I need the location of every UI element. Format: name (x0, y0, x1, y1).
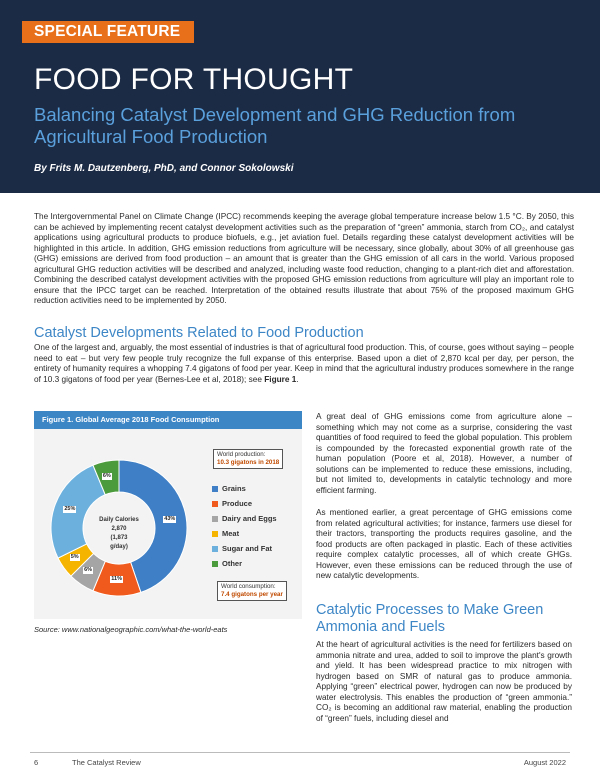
pie-label-dairy-eggs: 6% (84, 567, 93, 574)
column2-paragraph-2: As mentioned earlier, a great percentage of GHG emissions come from related agricultural activities; for instance, farmers use diesel for their tractors, transporting the products requires gasoline, and the food products are often packaged in plastic. Each of these activities require complex catalytic processes, all of which create GHGs. However, even these emissions can be reduced through the use of new catalytic developments. (316, 508, 572, 580)
figure-reference-link[interactable]: Figure 1 (264, 374, 297, 384)
section-heading-catalyst: Catalyst Developments Related to Food Production (34, 325, 364, 341)
pie-label-grains: 43% (164, 515, 176, 522)
legend-swatch (212, 531, 218, 537)
legend-swatch (212, 486, 218, 492)
page-number: 6 (34, 758, 39, 767)
page-title: FOOD FOR THOUGHT (34, 63, 354, 96)
header-banner (0, 0, 600, 193)
callout-world-consumption (217, 581, 287, 601)
center-line-2: 2,870 (111, 526, 127, 532)
intro-paragraph (34, 343, 574, 385)
legend-item-meat (212, 529, 239, 538)
legend-label: Dairy and Eggs (222, 514, 277, 523)
legend-label: Grains (222, 484, 246, 493)
figure-source: Source: www.nationalgeographic.com/what-the-world-eats (34, 625, 228, 634)
section-heading-green-ammonia: Catalytic Processes to Make Green Ammonia and Fuels (316, 602, 544, 635)
section-tag: SPECIAL FEATURE (22, 21, 194, 43)
legend-label: Meat (222, 529, 240, 538)
issue-date: August 2022 (523, 758, 566, 767)
intro-text: One of the largest and, arguably, the most essential of industries is that of agricultural food production. This, of course, goes without saying – people need to eat – but very few people truly recognize the full expanse of this enterprise. Based upon a diet of 2,870 kcal per day, per person, the entirety of humanity requires a whopping 7.4 gigatons of food per year. Keep in mind that the agricultural industry produces somewhere in the range of 10.3 gigatons of food per year (Bernes-Lee et al, 2018); see (34, 343, 574, 384)
legend-swatch (212, 546, 218, 552)
legend-label: Produce (222, 499, 253, 508)
figure-title: Figure 1. Global Average 2018 Food Consumption (34, 411, 302, 429)
callout-value: 7.4 gigatons per year (221, 591, 283, 598)
column2-paragraph-1: A great deal of GHG emissions come from agriculture alone – something which may not come as a surprise, considering the vast quantities of food required to feed the global population. This problem is compounded by the forecasted exponential growth rate of the human population (Poore et al, 2018). However, a number of solutions can be implemented to reduce these emissions, including, but not limited to, developments in catalytic technology and more efficient farming. (316, 412, 572, 495)
byline: By Frits M. Dautzenberg, PhD, and Connor Sokolowski (34, 163, 294, 174)
callout-line: World consumption: (221, 583, 276, 590)
legend-item-grains (212, 484, 246, 493)
legend-item-sugar-fat (212, 544, 272, 553)
callout-world-production (213, 449, 283, 469)
legend-item-dairy (212, 514, 277, 523)
legend-swatch (212, 501, 218, 507)
legend-swatch (212, 516, 218, 522)
pie-label-meat: 5% (70, 554, 79, 561)
legend-item-produce (212, 499, 252, 508)
pie-label-produce: 11% (111, 575, 123, 582)
footer-divider (30, 752, 570, 753)
publication-name: The Catalyst Review (72, 758, 141, 767)
callout-line: World production: (217, 451, 266, 458)
pie-label-other: 6% (102, 472, 111, 479)
callout-value: 10.3 gigatons in 2018 (217, 459, 280, 466)
center-line-1: Daily Calories (99, 517, 139, 523)
center-line-4: g/day) (110, 544, 128, 550)
column2-paragraph-3: At the heart of agricultural activities is the need for fertilizers based on ammonia nitrate and urea, added to soil to improve the plant's growth and yield. It has been widespread practice to mix nitrogen with hydrogen based on SMR of natural gas to produce ammonia. Applying “green” electrical power, hydrogen can now be produced by water electrolysis. This enables the production of “green ammonia.” CO₂ is becoming an additional raw material, enabling the production of “green” fuels, including diesel and (316, 640, 572, 723)
pie-label-sugar-fat: 25% (64, 505, 76, 512)
center-line-3: (1,873 (110, 535, 128, 541)
abstract: The Intergovernmental Panel on Climate Change (IPCC) recommends keeping the average global temperature increase below 1.5 °C. By 2050, this can be achieved by implementing recent catalyst development activities such as the preparation of “green” ammonia, starch from CO₂, and catalyst applications using agricultural products to produce biofuels, e.g., jet aviation fuel. Details regarding these catalyst development activities will be highlighted in this article. In addition, GHG emission reductions from agriculture will be necessary, since globally, about 30% of all greenhouse gas (GHG) emissions are derived from food production – an amount that is greater than the GHG emission of all cars in the world. Various proposed agricultural GHG reduction activities will be described and analyzed, including waste food reduction, changing to a plant-rich diet and afforestation. Combining the described catalyst development activities with the proposed GHG emission reductions from agriculture will play an important role to ensure that the IPCC target can be reached. Interpretation of the obtained results illustrate that about 75% of the proposed maximum GHG reduction activities need to be implemented by 2050. (34, 212, 574, 305)
intro-text-end: . (296, 374, 299, 384)
legend-item-other (212, 559, 242, 568)
legend-label: Other (222, 559, 243, 568)
legend-label: Sugar and Fat (222, 544, 273, 553)
legend-swatch (212, 561, 218, 567)
article-subtitle: Balancing Catalyst Development and GHG Reduction from Agricultural Food Production (34, 104, 516, 147)
pie-center-label (93, 516, 145, 552)
